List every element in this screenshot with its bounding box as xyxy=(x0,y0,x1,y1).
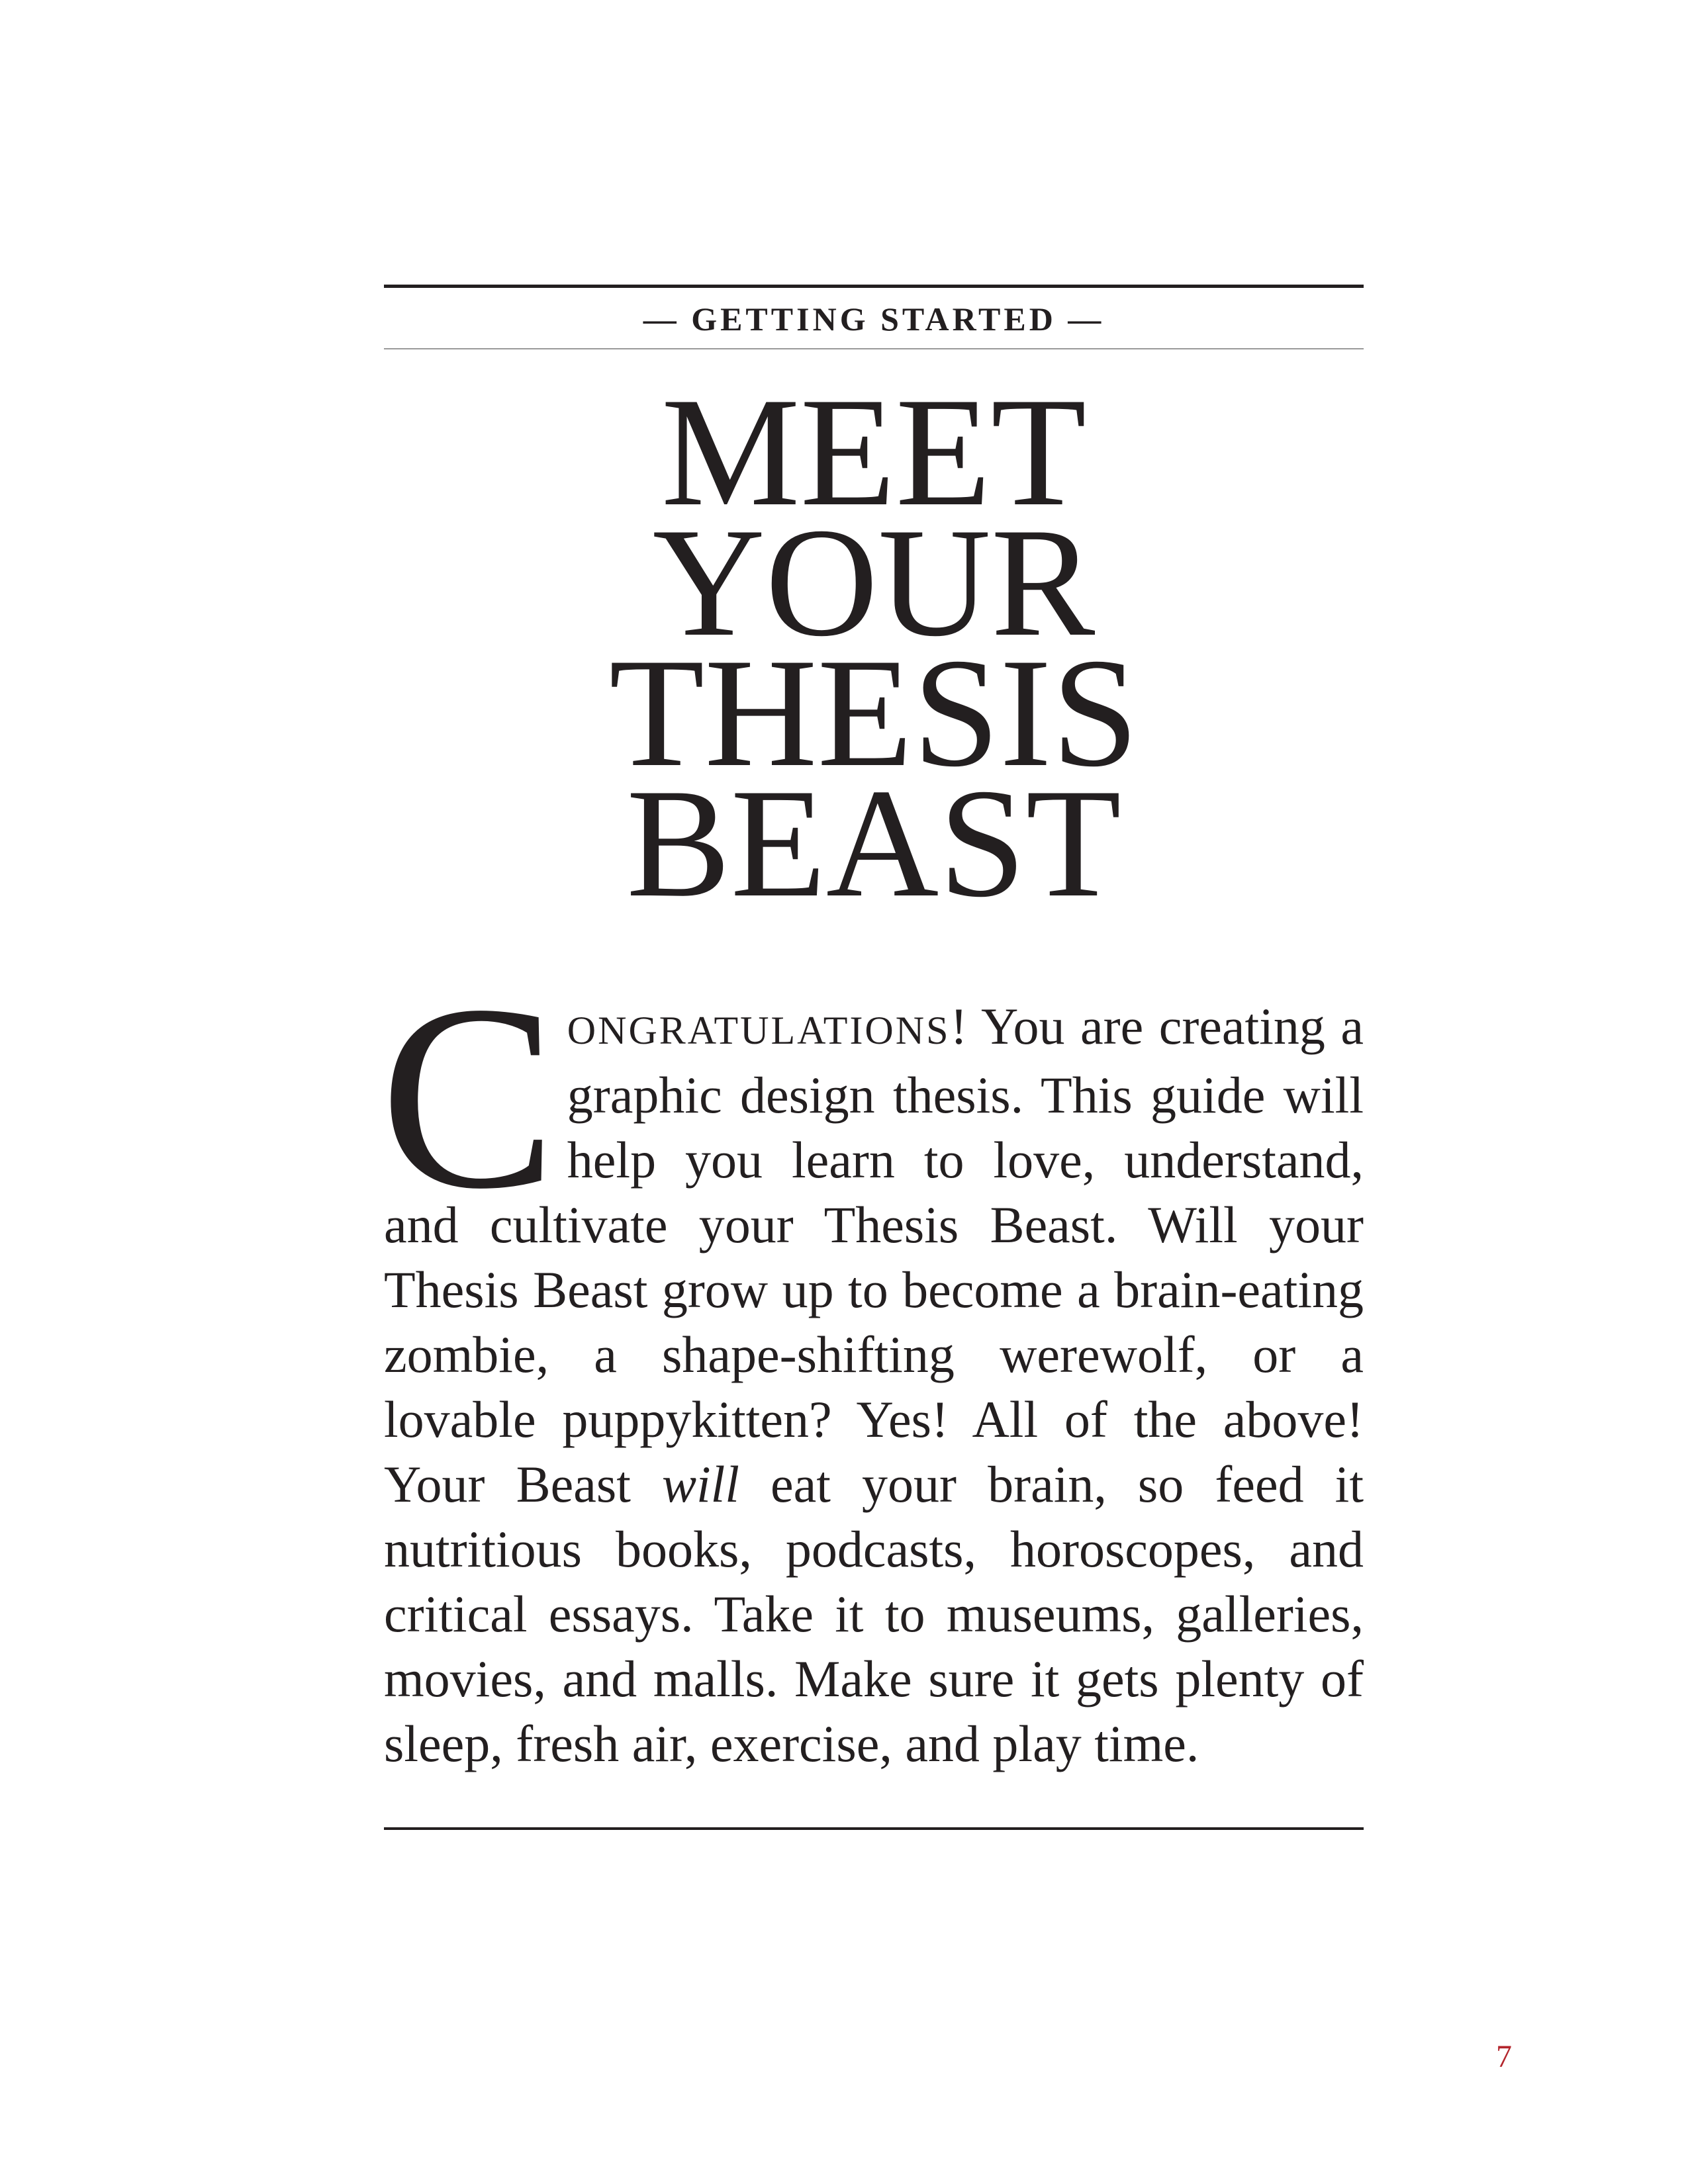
section-label: — GETTING STARTED — xyxy=(643,300,1105,338)
drop-cap: C xyxy=(380,950,557,1244)
title-line: THESIS xyxy=(609,627,1139,799)
body-text-part: ! You are creating a graphic design thesis. This guide will help you learn to love, understand, and cultivate your Thesis Beast. Will your Thesis Beast grow up to become a brain-eating zombie, a shape-shifting werewolf, or a lovable puppykitten? Yes! All of the above! Your Beast xyxy=(384,997,1364,1513)
title-line: BEAST xyxy=(626,757,1121,930)
emphasized-word: will xyxy=(661,1455,739,1513)
page-number: 7 xyxy=(1496,2039,1512,2074)
bottom-rule xyxy=(384,1827,1364,1830)
section-divider xyxy=(384,348,1364,349)
body-paragraph xyxy=(380,950,1364,1776)
title-line: MEET xyxy=(661,366,1087,539)
body-text-part: eat your brain, so feed it nutritious books, podcasts, horoscopes, and critical essays. Take it to museums, galleries, movies, and malls. Make sure it gets plenty of sleep, fresh air, exercise, and play time. xyxy=(384,1455,1364,1772)
title-line: YOUR xyxy=(652,496,1096,669)
lead-in-smallcaps: ONGRATULATIONS xyxy=(567,1009,951,1052)
top-rule xyxy=(384,285,1364,288)
page-title xyxy=(384,366,1364,930)
